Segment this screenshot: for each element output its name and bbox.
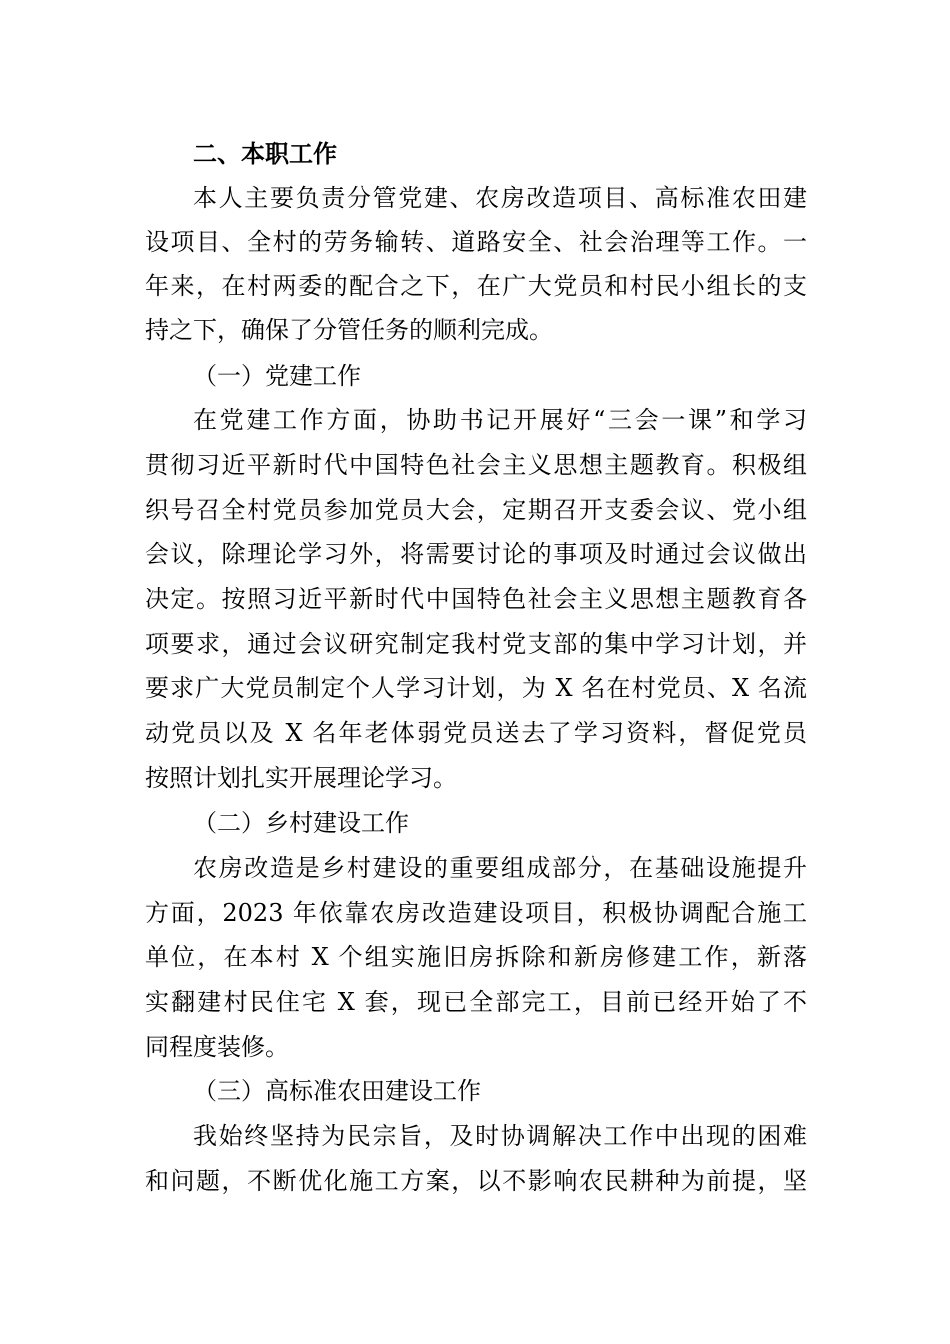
para4-line-1: 我始终坚持为民宗旨，及时协调解决工作中出现的困难	[193, 1122, 807, 1150]
para3-line-1: 农房改造是乡村建设的重要组成部分，在基础设施提升	[193, 854, 807, 882]
section-heading: 二、本职工作	[193, 139, 337, 168]
para3-line-2: 方面，2023 年依靠农房改造建设项目，积极协调配合施工	[145, 899, 807, 927]
para1-line-2: 设项目、全村的劳务输转、道路安全、社会治理等工作。一	[145, 228, 807, 256]
para2-line-2: 贯彻习近平新时代中国特色社会主义思想主题教育。积极组	[145, 451, 807, 479]
para2-line-3: 织号召全村党员参加党员大会，定期召开支委会议、党小组	[145, 496, 807, 524]
subheading-party-building: （一）党建工作	[193, 362, 361, 390]
para2-line-9: 按照计划扎实开展理论学习。	[145, 764, 457, 792]
para2-line-8: 动党员以及 X 名年老体弱党员送去了学习资料，督促党员	[145, 719, 807, 747]
para4-line-2: 和问题，不断优化施工方案，以不影响农民耕种为前提，坚	[145, 1167, 807, 1195]
para1-line-3: 年来，在村两委的配合之下，在广大党员和村民小组长的支	[145, 272, 807, 300]
para3-line-5: 同程度装修。	[145, 1033, 289, 1061]
para1-line-1: 本人主要负责分管党建、农房改造项目、高标准农田建	[193, 184, 807, 212]
para2-line-6: 项要求，通过会议研究制定我村党支部的集中学习计划，并	[145, 630, 807, 658]
para2-line-7: 要求广大党员制定个人学习计划，为 X 名在村党员、X 名流	[145, 674, 807, 702]
para2-line-1: 在党建工作方面，协助书记开展好“三会一课”和学习	[193, 406, 807, 434]
para1-line-4: 持之下，确保了分管任务的顺利完成。	[145, 316, 553, 344]
subheading-rural-construction: （二）乡村建设工作	[193, 809, 409, 837]
para2-line-5: 决定。按照习近平新时代中国特色社会主义思想主题教育各	[145, 585, 807, 613]
subheading-farmland-construction: （三）高标准农田建设工作	[193, 1077, 481, 1105]
para3-line-4: 实翻建村民住宅 X 套，现已全部完工，目前已经开始了不	[145, 988, 807, 1016]
para2-line-4: 会议，除理论学习外，将需要讨论的事项及时通过会议做出	[145, 540, 807, 568]
para3-line-3: 单位，在本村 X 个组实施旧房拆除和新房修建工作，新落	[145, 943, 807, 971]
